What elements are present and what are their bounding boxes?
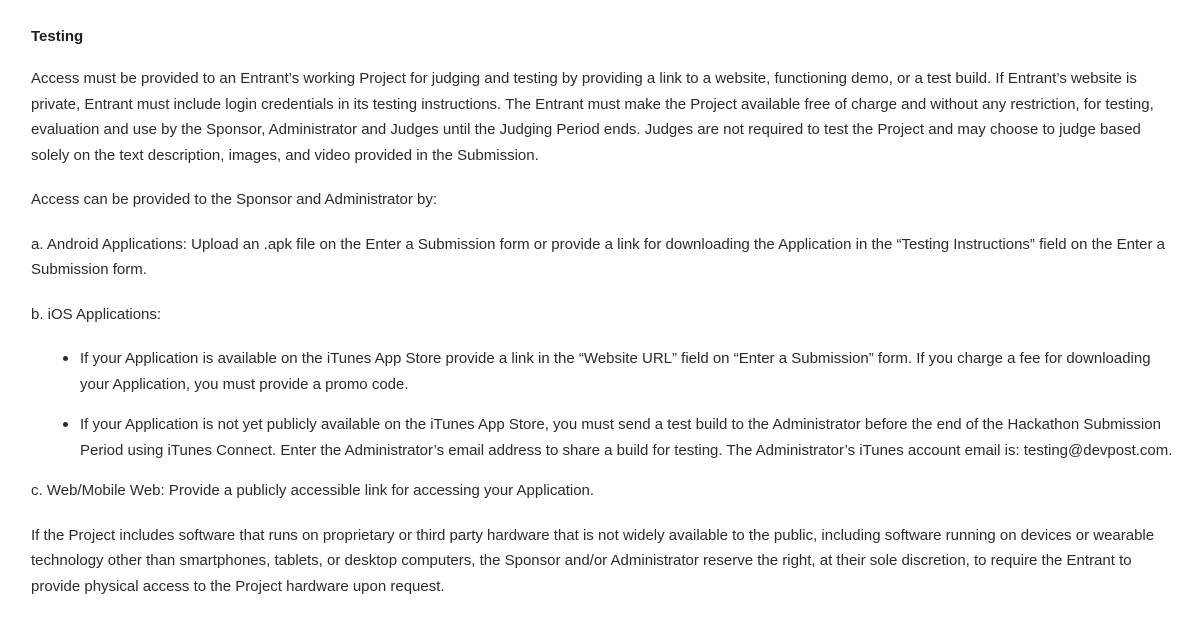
rules-content [31,24,1183,599]
bullet-text: If your Application is not yet publicly available on the iTunes App Store, you must send a test build to the Administrator before the end of the Hackathon Submission Period using iTunes Connect. Enter the Administrator’s email address to share a build for testing. The Administrator’s iTunes account email is: testing@devpost.com. [80,416,1173,459]
section-title: Testing [31,28,84,45]
ios-paragraph: b. iOS Applications: [31,305,162,323]
list-item [80,412,1183,463]
access-paragraph: Access can be provided to the Sponsor and Administrator by: [31,191,438,208]
intro-paragraph: Access must be provided to an Entrant’s working Project for judging and testing by providing a link to a website, functioning demo, or a test build. If Entrant’s website is private, Entrant must include login credentials in its testing instructions. The Entrant must make the Project available free of charge and without any restriction, for testing, evaluation and use by the Sponsor, Administrator and Judges until the Judging Period ends. Judges are not required to test the Project and may choose to judge based solely on the text description, images, and video provided in the Submission. [31,70,1154,164]
bullet-icon [63,356,68,361]
web-paragraph: c. Web/Mobile Web: Provide a publicly accessible link for accessing your Application. [31,482,595,499]
bullet-text: If your Application is available on the iTunes App Store provide a link in the “Website URL” field on “Enter a Submission” form. If you charge a fee for downloading your Application, you must provide a promo code. [80,350,1151,393]
ios-bullet-list [31,346,1183,463]
bullet-icon [63,422,68,427]
android-paragraph: a. Android Applications: Upload an .apk file on the Enter a Submission form or provide a link for downloading the Application in the “Testing Instructions” field on the Enter a Submission form. [31,235,1165,278]
hardware-paragraph: If the Project includes software that runs on proprietary or third party hardware that is not widely available to the public, including software running on devices or wearable technology other than smartphones, tablets, or desktop computers, the Sponsor and/or Administrator reserve the right, at their sole discretion, to require the Entrant to provide physical access to the Project hardware upon request. [31,526,1155,595]
list-item [80,346,1183,397]
